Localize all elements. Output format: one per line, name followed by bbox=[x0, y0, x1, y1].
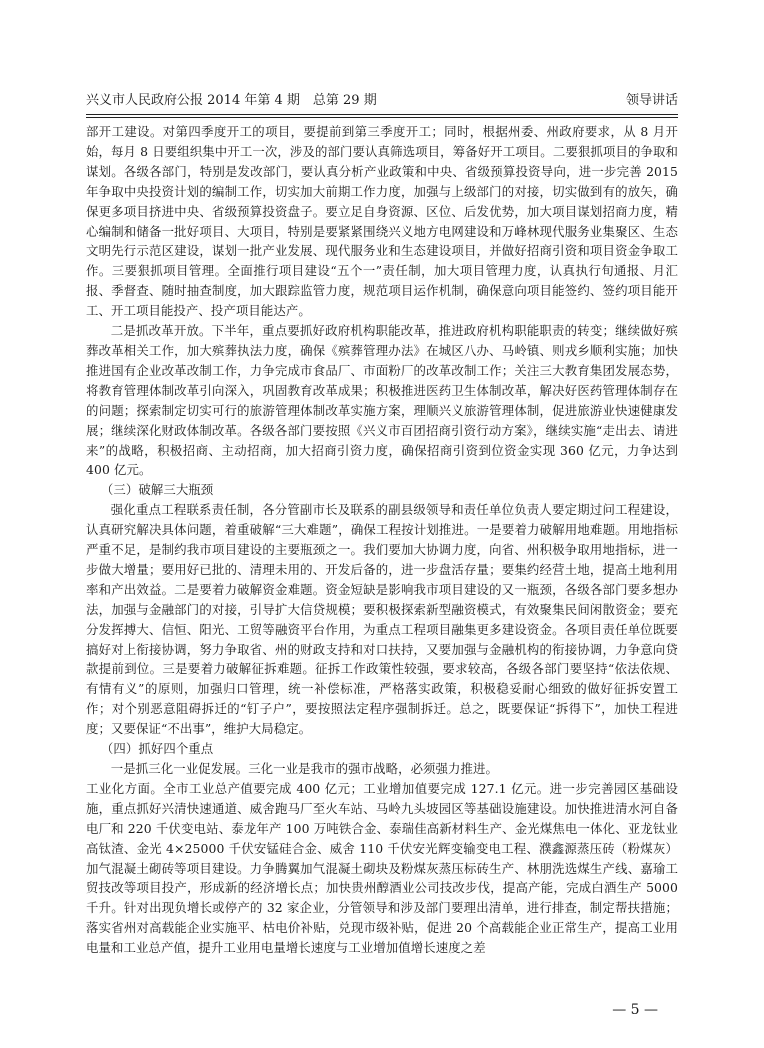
paragraph-three-modernizations: 一是抓三化一业促发展。三化一业是我市的强市战略，必须强力推进。 bbox=[110, 761, 499, 776]
header-rule bbox=[86, 114, 678, 118]
paragraph-industrialization: 工业化方面。全市工业总产值要完成 400 亿元；工业增加值要完成 127.1 亿元。进一步完善园区基础设施，重点抓好兴清快速通道、威舍跑马厂至火车站、马岭九头坡园区等基础设施建设。加快推进清水河自备电厂和 220 千伏变电站、泰龙年产 100 万吨铁合金、泰瑞佳高新材料生产、金光煤焦电一体化、亚龙钛业高钛渣、金光 4×25000 千伏安锰硅合金、威舍 110 千伏安光辉变输变电工程、濮鑫源蒸压砖（粉煤灰）加气混凝土砌砖等项目建设。力争腾翼加气混凝土砌块及粉煤灰蒸压标砖生产、林朋洗选煤生产线、嘉瑜工贸技改等项目投产，形成新的经济增长点；加快贵州醇酒业公司技改步伐，提高产能，完成白酒生产 5000 千升。针对出现负增长或停产的 32 家企业，分管领导和涉及部门要理出清单，进行排查，制定帮扶措施；落实省州对高载能企业实施平、枯电价补贴，兑现市级补贴，促进 20 个高载能企业正常生产，提高工业用电量和工业总产值，提升工业用电量增长速度与工业增加值增长速度之差 bbox=[86, 780, 678, 956]
paragraph-project-management: 部开工建设。对第四季度开工的项目，要提前到第三季度开工；同时，根据州委、州政府要求，从 8 月开始，每月 8 日要组织集中开工一次，涉及的部门要认真筛选项目，筹备好开工项目。二要狠抓项目的争取和谋划。各级各部门，特别是发改部门，要认真分析产业政策和中央、省级预算投资导向，进一步完善 2015 年争取中央投资计划的编制工作，切实加大前期工作力度，加强与上级部门的对接，切实做到有的放矢，确保更多项目挤进中央、省级预算投资盘子。要立足自身资源、区位、后发优势，加大项目谋划招商力度，精心编制和储备一批好项目、大项目，特别是要紧紧围绕兴义地方电网建设和万峰林现代服务业集聚区、生态文明先行示范区建设，谋划一批产业发展、现代服务业和生态建设项目，并做好招商引资和项目资金争取工作。三要狠抓项目管理。全面推行项目建设“五个一”责任制，加大项目管理力度，认真执行旬通报、月汇报、季督查、随时抽查制度，加大跟踪监管力度，规范项目运作机制，确保意向项目能签约、签约项目能开工、开工项目能投产、投产项目能达产。 bbox=[86, 124, 678, 319]
section-heading-four-priorities: （四）抓好四个重点 bbox=[100, 741, 214, 757]
article-body bbox=[86, 122, 678, 958]
running-header bbox=[86, 90, 678, 114]
paragraph-reform-opening: 二是抓改革开放。下半年，重点要抓好政府机构职能改革，推进政府机构职能职责的转变；继续做好殡葬改革相关工作，加大殡葬执法力度，确保《殡葬管理办法》在城区八办、马岭镇、则戎乡顺利实施；加快推进国有企业改革改制工作，力争完成市食品厂、市面粉厂的改革改制工作；关注三大教育集团发展态势，将教育管理体制改革引向深入，巩固教育改革成果；积极推进医药卫生体制改革，解决好医药管理体制存在的问题；探索制定切实可行的旅游管理体制改革实施方案，理顺兴义旅游管理体制，促进旅游业快速健康发展；继续深化财政体制改革。各级各部门要按照《兴义市百团招商引资行动方案》，继续实施“走出去、请进来”的战略，积极招商、主动招商，加大招商引资力度，确保招商引资到位资金实现 360 亿元，力争达到 400 亿元。 bbox=[86, 323, 678, 478]
page-number: — 5 — bbox=[612, 1002, 658, 1018]
journal-title: 兴义市人民政府公报 2014 年第 4 期 总第 29 期 bbox=[86, 93, 377, 108]
section-title: 领导讲话 bbox=[625, 93, 678, 108]
paragraph-bottlenecks: 强化重点工程联系责任制，各分管副市长及联系的副县级领导和责任单位负责人要定期过问工程建设，认真研究解决具体问题，着重破解“三大难题”，确保工程按计划推进。一是要着力破解用地难题。用地指标严重不足，是制约我市项目建设的主要瓶颈之一。我们要加大协调力度，向省、州积极争取用地指标，进一步做大增量；要用好已批的、清理未用的、开发后备的，进一步盘活存量；要集约经营土地，提高土地利用率和产出效益。二是要着力破解资金难题。资金短缺是影响我市项目建设的又一瓶颈，各级各部门要多想办法，加强与金融部门的对接，引导扩大信贷规模；要积极探索新型融资模式，有效聚集民间闲散资金；要充分发挥搏大、信恒、阳光、工贸等融资平台作用，为重点工程项目融集更多建设资金。各项目责任单位既要搞好对上衔接协调，努力争取省、州的财政支持和对口扶持，又要加强与金融机构的衔接协调，力争意向贷款提前到位。三是要着力破解征拆难题。征拆工作政策性较强，要求较高，各级各部门要坚持“依法依规、有情有义”的原则，加强归口管理，统一补偿标准，严格落实政策，积极稳妥耐心细致的做好征拆安置工作；对个别恶意阻碍拆迁的“钉子户”，要按照法定程序强制拆迁。总之，既要保证“拆得下”，加快工程进度；又要保证“不出事”，维护大局稳定。 bbox=[86, 502, 678, 737]
section-heading-bottlenecks: （三）破解三大瓶颈 bbox=[100, 482, 214, 498]
